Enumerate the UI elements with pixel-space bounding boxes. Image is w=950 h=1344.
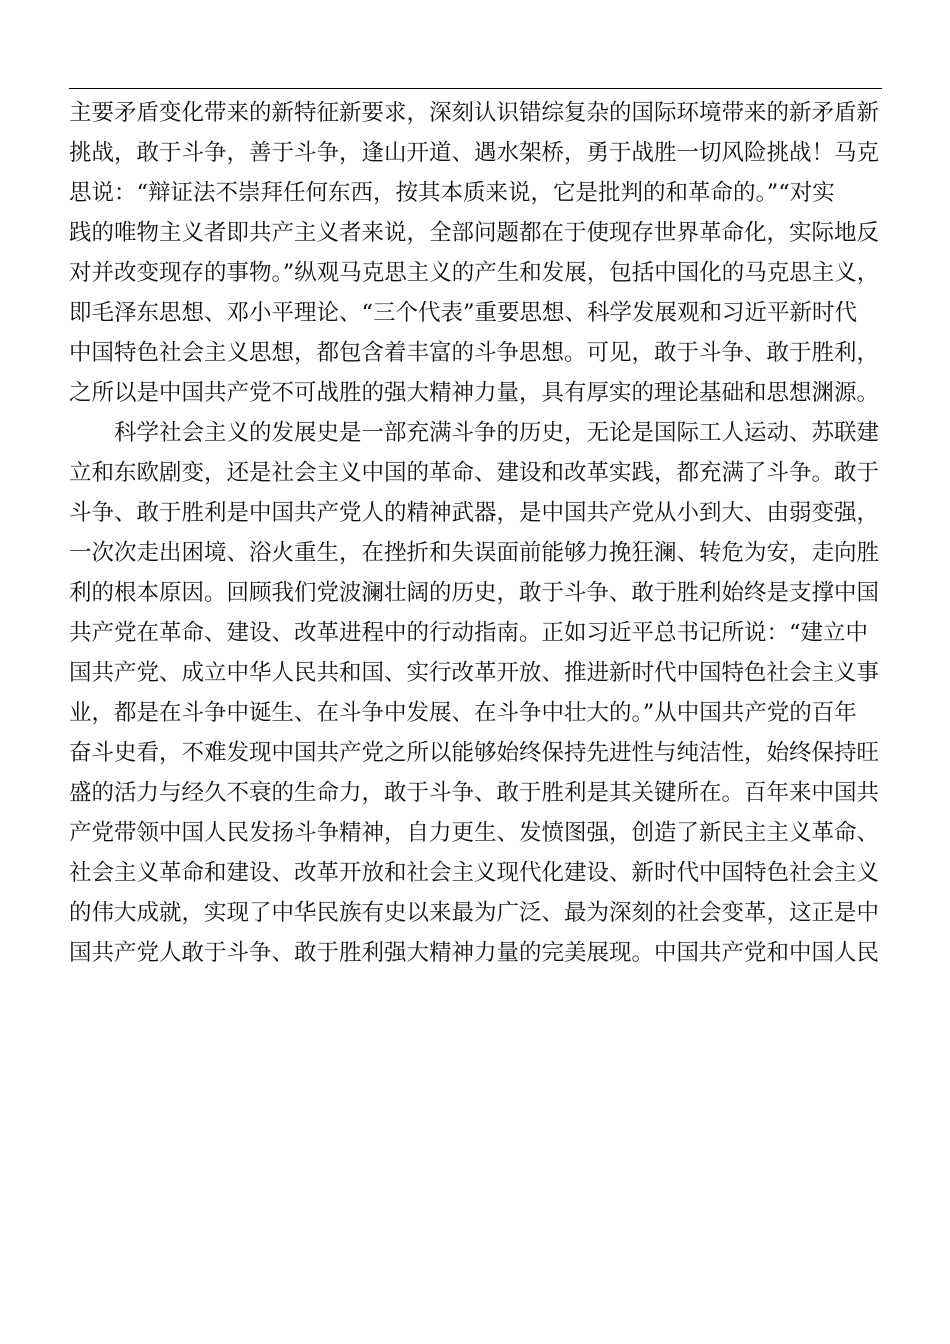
text-line: 斗争、敢于胜利是中国共产党人的精神武器，是中国共产党从小到大、由弱变强，: [69, 500, 880, 526]
text-line: 挑战，敢于斗争，善于斗争，逢山开道、遇水架桥，勇于战胜一切风险挑战！马克: [69, 140, 880, 166]
text-line: 业，都是在斗争中诞生、在斗争中发展、在斗争中壮大的。”从中国共产党的百年: [69, 700, 857, 726]
text-line: 国共产党、成立中华人民共和国、实行改革开放、推进新时代中国特色社会主义事: [69, 660, 880, 686]
paragraph-start-line: 科学社会主义的发展史是一部充满斗争的历史，无论是国际工人运动、苏联建: [114, 420, 880, 446]
text-line: 共产党在革命、建设、改革进程中的行动指南。正如习近平总书记所说：“建立中: [69, 620, 869, 646]
text-line: 一次次走出困境、浴火重生，在挫折和失误面前能够力挽狂澜、转危为安，走向胜: [69, 540, 880, 566]
text-line: 即毛泽东思想、邓小平理论、“三个代表”重要思想、科学发展观和习近平新时代: [69, 300, 858, 326]
text-line: 中国特色社会主义思想，都包含着丰富的斗争思想。可见，敢于斗争、敢于胜利，: [69, 340, 880, 366]
text-line: 盛的活力与经久不衰的生命力，敢于斗争、敢于胜利是其关键所在。百年来中国共: [69, 780, 880, 806]
text-line: 奋斗史看，不难发现中国共产党之所以能够始终保持先进性与纯洁性，始终保持旺: [69, 740, 880, 766]
header-rule: [69, 88, 882, 89]
text-line: 思说：“辩证法不崇拜任何东西，按其本质来说，它是批判的和革命的。”“对实: [69, 180, 835, 206]
text-line: 社会主义革命和建设、改革开放和社会主义现代化建设、新时代中国特色社会主义: [69, 860, 880, 886]
text-line: 的伟大成就，实现了中华民族有史以来最为广泛、最为深刻的社会变革，这正是中: [69, 900, 880, 926]
text-line: 主要矛盾变化带来的新特征新要求，深刻认识错综复杂的国际环境带来的新矛盾新: [69, 100, 880, 126]
text-line: 国共产党人敢于斗争、敢于胜利强大精神力量的完美展现。中国共产党和中国人民: [69, 940, 880, 966]
text-line: 之所以是中国共产党不可战胜的强大精神力量，具有厚实的理论基础和思想渊源。: [69, 380, 880, 406]
text-line: 践的唯物主义者即共产主义者来说，全部问题都在于使现存世界革命化，实际地反: [69, 220, 880, 246]
body-text: [69, 93, 889, 973]
text-line: 利的根本原因。回顾我们党波澜壮阔的历史，敢于斗争、敢于胜利始终是支撑中国: [69, 580, 880, 606]
text-line: 对并改变现存的事物。”纵观马克思主义的产生和发展，包括中国化的马克思主义，: [69, 260, 880, 286]
text-line: 产党带领中国人民发扬斗争精神，自力更生、发愤图强，创造了新民主主义革命、: [69, 820, 880, 846]
text-line: 立和东欧剧变，还是社会主义中国的革命、建设和改革实践，都充满了斗争。敢于: [69, 460, 880, 486]
